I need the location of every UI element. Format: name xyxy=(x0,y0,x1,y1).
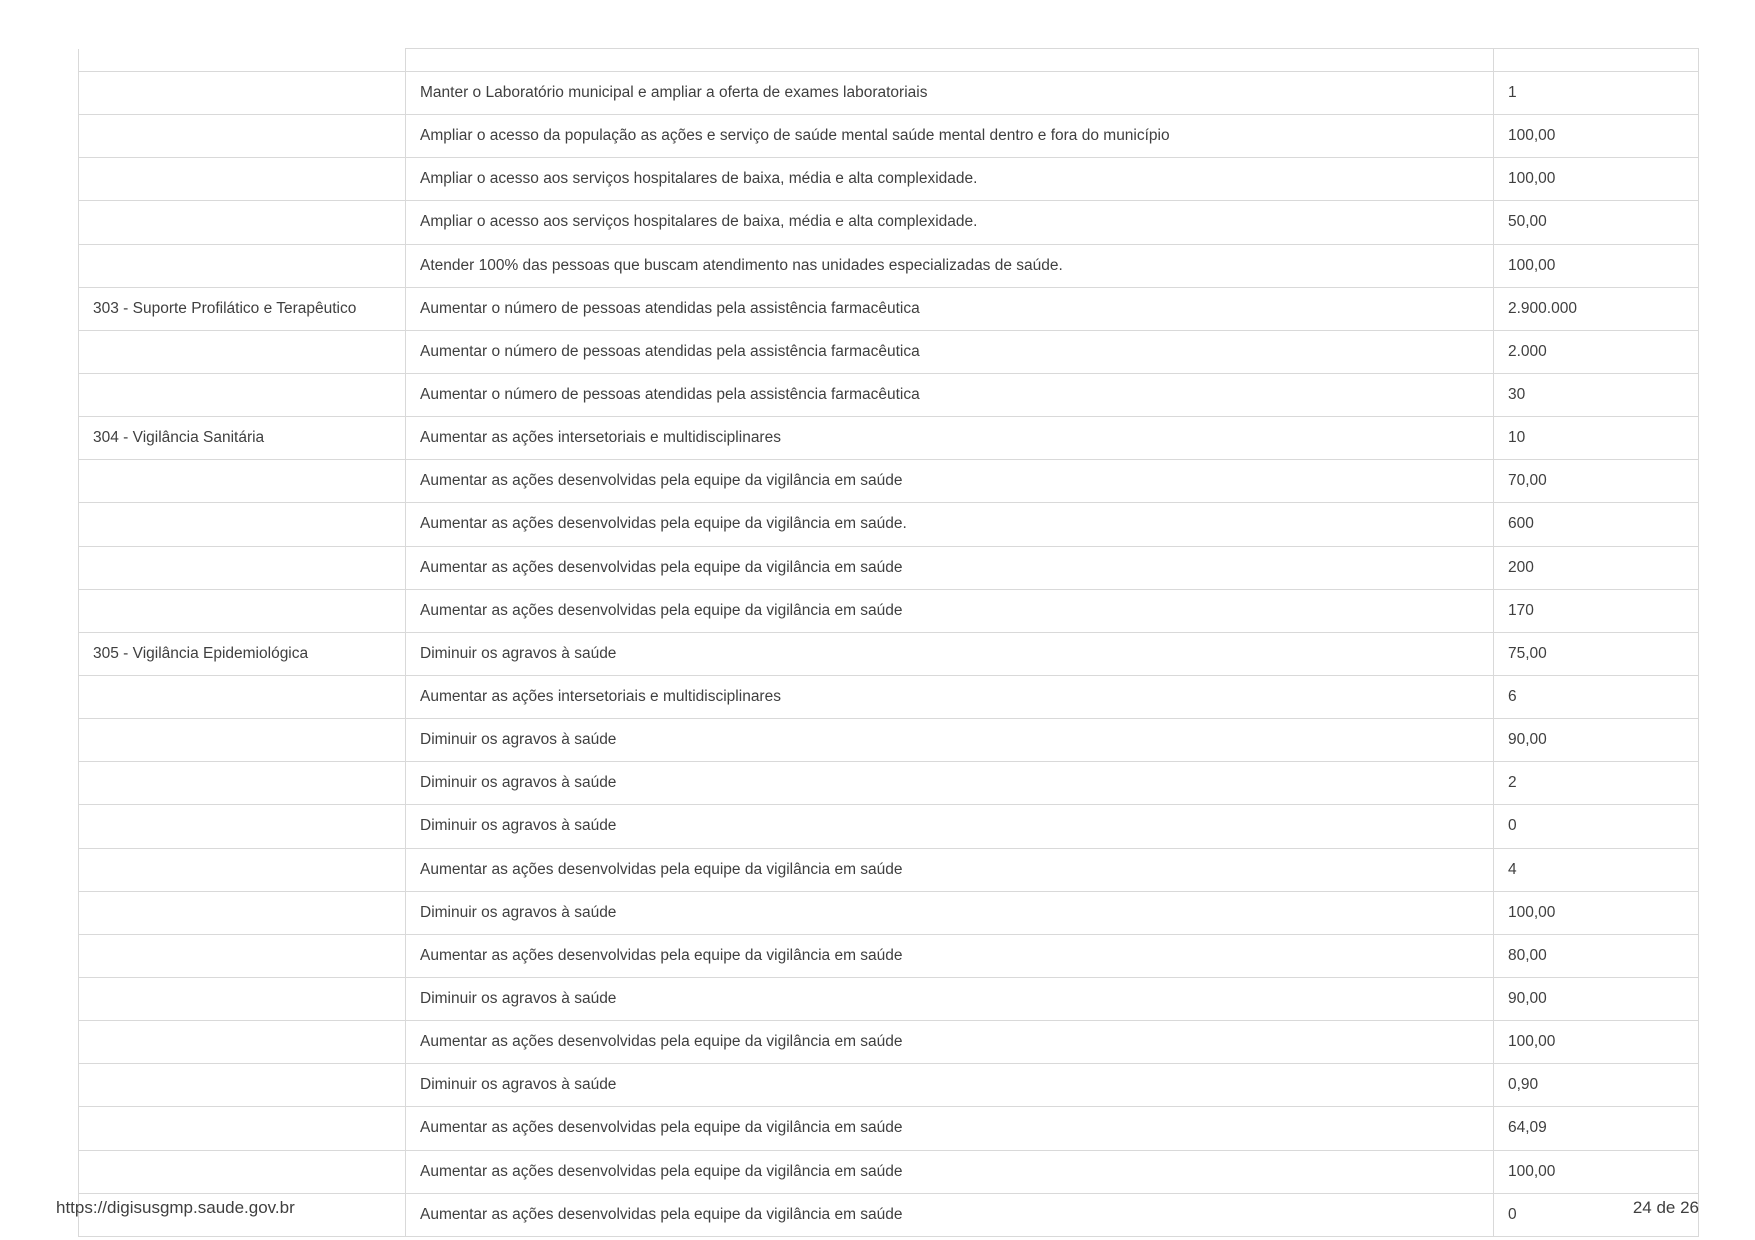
table-row xyxy=(79,72,1699,115)
table-row xyxy=(79,632,1699,675)
cell-objective: Aumentar as ações desenvolvidas pela equipe da vigilância em saúde xyxy=(406,546,1494,589)
table-row xyxy=(79,719,1699,762)
cell-area xyxy=(79,589,406,632)
page-footer xyxy=(0,1184,1755,1240)
cell-area xyxy=(79,848,406,891)
table-row xyxy=(79,417,1699,460)
table-row xyxy=(79,287,1699,330)
cell-value: 50,00 xyxy=(1494,201,1699,244)
cell-objective: Aumentar as ações desenvolvidas pela equipe da vigilância em saúde. xyxy=(406,503,1494,546)
cell-objective: Diminuir os agravos à saúde xyxy=(406,1064,1494,1107)
cell-objective: Diminuir os agravos à saúde xyxy=(406,719,1494,762)
cell-value: 30 xyxy=(1494,373,1699,416)
footer-url[interactable]: https://digisusgmp.saude.gov.br xyxy=(56,1198,295,1217)
table-row xyxy=(79,201,1699,244)
cell-area xyxy=(79,330,406,373)
cell-area xyxy=(79,1064,406,1107)
cell-value: 2 xyxy=(1494,762,1699,805)
cell-objective xyxy=(406,49,1494,72)
table-row xyxy=(79,373,1699,416)
cell-objective: Aumentar as ações desenvolvidas pela equipe da vigilância em saúde xyxy=(406,460,1494,503)
cell-objective: Aumentar o número de pessoas atendidas pela assistência farmacêutica xyxy=(406,373,1494,416)
cell-area: 303 - Suporte Profilático e Terapêutico xyxy=(79,287,406,330)
cell-value: 90,00 xyxy=(1494,977,1699,1020)
cell-objective: Diminuir os agravos à saúde xyxy=(406,762,1494,805)
footer-page-number: 24 de 26 xyxy=(1632,1198,1699,1217)
table-row xyxy=(79,589,1699,632)
cell-area xyxy=(79,1021,406,1064)
table-row xyxy=(79,158,1699,201)
cell-area: 304 - Vigilância Sanitária xyxy=(79,417,406,460)
cell-objective: Aumentar as ações intersetoriais e multidisciplinares xyxy=(406,417,1494,460)
cell-area: 305 - Vigilância Epidemiológica xyxy=(79,632,406,675)
cell-objective: Aumentar as ações desenvolvidas pela equipe da vigilância em saúde xyxy=(406,1193,1494,1236)
cell-area xyxy=(79,244,406,287)
cell-area xyxy=(79,546,406,589)
cell-area xyxy=(79,49,406,72)
table-row xyxy=(79,675,1699,718)
cell-objective: Aumentar as ações desenvolvidas pela equipe da vigilância em saúde xyxy=(406,589,1494,632)
cell-objective: Manter o Laboratório municipal e ampliar a oferta de exames laboratoriais xyxy=(406,72,1494,115)
cell-area xyxy=(79,934,406,977)
table-row xyxy=(79,848,1699,891)
cell-objective: Aumentar as ações intersetoriais e multidisciplinares xyxy=(406,675,1494,718)
cell-value: 200 xyxy=(1494,546,1699,589)
cell-area xyxy=(79,1107,406,1150)
cell-area xyxy=(79,762,406,805)
cell-area xyxy=(79,115,406,158)
cell-value: 100,00 xyxy=(1494,891,1699,934)
cell-objective: Aumentar as ações desenvolvidas pela equipe da vigilância em saúde xyxy=(406,1150,1494,1193)
table-row xyxy=(79,934,1699,977)
cell-objective: Aumentar as ações desenvolvidas pela equipe da vigilância em saúde xyxy=(406,848,1494,891)
cell-area xyxy=(79,891,406,934)
table-row xyxy=(79,503,1699,546)
cell-value: 6 xyxy=(1494,675,1699,718)
cell-value xyxy=(1494,49,1699,72)
table-row xyxy=(79,460,1699,503)
cell-objective: Aumentar o número de pessoas atendidas pela assistência farmacêutica xyxy=(406,287,1494,330)
cell-objective: Diminuir os agravos à saúde xyxy=(406,805,1494,848)
table-row xyxy=(79,977,1699,1020)
cell-area xyxy=(79,158,406,201)
cell-objective: Diminuir os agravos à saúde xyxy=(406,891,1494,934)
cell-area xyxy=(79,373,406,416)
table-row xyxy=(79,330,1699,373)
report-table-container xyxy=(78,48,1698,1237)
cell-value: 600 xyxy=(1494,503,1699,546)
cell-objective: Diminuir os agravos à saúde xyxy=(406,632,1494,675)
cell-objective: Ampliar o acesso da população as ações e serviço de saúde mental saúde mental dentro e fora do município xyxy=(406,115,1494,158)
cell-value: 64,09 xyxy=(1494,1107,1699,1150)
table-row xyxy=(79,805,1699,848)
cell-value: 10 xyxy=(1494,417,1699,460)
cell-value: 100,00 xyxy=(1494,244,1699,287)
table-row xyxy=(79,891,1699,934)
cell-area xyxy=(79,460,406,503)
cell-objective: Aumentar as ações desenvolvidas pela equipe da vigilância em saúde xyxy=(406,1107,1494,1150)
table-row xyxy=(79,1107,1699,1150)
cell-value: 0,90 xyxy=(1494,1064,1699,1107)
cell-objective: Diminuir os agravos à saúde xyxy=(406,977,1494,1020)
cell-value: 170 xyxy=(1494,589,1699,632)
cell-value: 1 xyxy=(1494,72,1699,115)
cell-value: 0 xyxy=(1494,805,1699,848)
table-spacer-row xyxy=(79,49,1699,72)
cell-value: 75,00 xyxy=(1494,632,1699,675)
cell-area xyxy=(79,503,406,546)
cell-objective: Ampliar o acesso aos serviços hospitalares de baixa, média e alta complexidade. xyxy=(406,201,1494,244)
table-row xyxy=(79,1021,1699,1064)
cell-area xyxy=(79,977,406,1020)
cell-value: 4 xyxy=(1494,848,1699,891)
cell-objective: Atender 100% das pessoas que buscam atendimento nas unidades especializadas de saúde. xyxy=(406,244,1494,287)
cell-value: 100,00 xyxy=(1494,115,1699,158)
cell-value: 100,00 xyxy=(1494,158,1699,201)
report-table-body xyxy=(79,49,1699,1237)
cell-area xyxy=(79,719,406,762)
cell-area xyxy=(79,805,406,848)
cell-value: 100,00 xyxy=(1494,1021,1699,1064)
cell-value: 0 xyxy=(1494,1193,1699,1236)
report-table xyxy=(78,48,1699,1237)
cell-objective: Aumentar as ações desenvolvidas pela equipe da vigilância em saúde xyxy=(406,1021,1494,1064)
table-row xyxy=(79,115,1699,158)
cell-value: 90,00 xyxy=(1494,719,1699,762)
table-row xyxy=(79,244,1699,287)
table-row xyxy=(79,1064,1699,1107)
cell-value: 70,00 xyxy=(1494,460,1699,503)
table-row xyxy=(79,546,1699,589)
cell-objective: Ampliar o acesso aos serviços hospitalares de baixa, média e alta complexidade. xyxy=(406,158,1494,201)
cell-value: 80,00 xyxy=(1494,934,1699,977)
cell-area xyxy=(79,72,406,115)
table-row xyxy=(79,762,1699,805)
cell-value: 100,00 xyxy=(1494,1150,1699,1193)
cell-area xyxy=(79,675,406,718)
cell-objective: Aumentar o número de pessoas atendidas pela assistência farmacêutica xyxy=(406,330,1494,373)
cell-value: 2.000 xyxy=(1494,330,1699,373)
cell-value: 2.900.000 xyxy=(1494,287,1699,330)
cell-objective: Aumentar as ações desenvolvidas pela equipe da vigilância em saúde xyxy=(406,934,1494,977)
cell-area xyxy=(79,201,406,244)
